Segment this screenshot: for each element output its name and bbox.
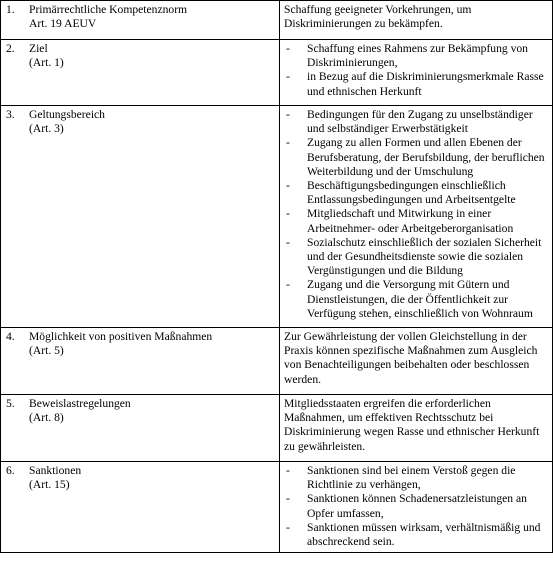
list-item-text: Beschäftigungsbedingungen einschließlich Entlassungsbedingungen und Arbeitsentgelte <box>307 179 516 207</box>
table-row <box>1 462 553 553</box>
row-label-cell <box>1 462 280 553</box>
row-label-cell <box>1 328 280 395</box>
bullet-list <box>284 464 548 549</box>
dash-bullet: - <box>286 136 290 150</box>
row-content-cell <box>280 1 553 40</box>
dash-bullet: - <box>286 179 290 193</box>
list-item-text: Sozialschutz einschließlich der sozialen Sicherheit und der Gesundheitsdienste sowie die sozialen Vergünstigungen und die Bildung <box>307 235 542 278</box>
bullet-list <box>284 108 548 321</box>
table-row <box>1 106 553 328</box>
list-item <box>284 236 548 279</box>
row-article-ref: Art. 19 AEUV <box>29 17 97 31</box>
list-item-text: Zugang zu allen Formen und allen Ebenen der Berufsberatung, der Berufsbildung, der beruflichen Weiterbildung und der Umschulung <box>307 136 545 178</box>
row-number: 6. <box>6 464 15 477</box>
row-content-cell <box>280 40 553 106</box>
table-row <box>1 395 553 462</box>
dash-bullet: - <box>286 464 290 477</box>
row-number: 5. <box>6 397 15 410</box>
row-content-cell <box>280 106 553 328</box>
row-title: Möglichkeit von positiven Maßnahmen <box>29 330 213 343</box>
list-item-text: in Bezug auf die Diskriminierungsmerkmale Rasse und ethnischen Herkunft <box>307 70 544 98</box>
dash-bullet: - <box>286 235 290 249</box>
list-item <box>284 464 548 492</box>
list-item-text: Mitgliedschaft und Mitwirkung in einer Arbeitnehmer- oder Arbeitgeberorganisation <box>307 207 514 235</box>
list-item <box>284 70 548 98</box>
list-item <box>284 136 548 179</box>
row-content-cell <box>280 395 553 462</box>
dash-bullet: - <box>286 207 290 221</box>
row-label-cell <box>1 40 280 106</box>
table-row <box>1 40 553 106</box>
dash-bullet: - <box>286 42 290 55</box>
list-item <box>284 492 548 520</box>
row-article-ref: (Art. 5) <box>29 344 64 358</box>
row-title: Ziel <box>29 42 48 55</box>
list-item-text: Sanktionen können Schadenersatzleistungen an Opfer umfassen, <box>307 492 527 520</box>
row-title: Beweislastregelungen <box>29 397 131 410</box>
row-label-cell <box>1 1 280 40</box>
list-item <box>284 42 548 70</box>
dash-bullet: - <box>286 278 290 292</box>
list-item <box>284 179 548 207</box>
row-content-text: Mitgliedsstaaten ergreifen die erforderlichen Maßnahmen, um effektiven Rechtsschutz bei Diskriminierung wegen Rasse und ethnischer Herkunft zu gewährleisten. <box>284 397 540 453</box>
table-row <box>1 328 553 395</box>
list-item-text: Sanktionen müssen wirksam, verhältnismäßig und abschreckend sein. <box>307 520 541 549</box>
row-content-text: Schaffung geeigneter Vorkehrungen, um Diskriminierungen zu bekämpfen. <box>284 3 472 31</box>
list-item <box>284 108 548 136</box>
row-title: Primärrechtliche Kompetenznorm <box>29 3 188 16</box>
row-content-text: Zur Gewährleistung der vollen Gleichstellung in der Praxis können spezifische Maßnahmen zum Ausgleich von Benachteiligungen beibehalten oder beschlossen werden. <box>284 330 538 386</box>
list-item-text: Bedingungen für den Zugang zu unselbständiger und selbständiger Erwerbstätigkeit <box>307 108 533 136</box>
row-label-cell <box>1 395 280 462</box>
row-article-ref: (Art. 8) <box>29 411 64 425</box>
row-title: Geltungsbereich <box>29 108 105 121</box>
table-row <box>1 1 553 40</box>
row-content-cell <box>280 462 553 553</box>
list-item <box>284 521 548 549</box>
row-article-ref: (Art. 15) <box>29 478 70 492</box>
list-item <box>284 278 548 321</box>
row-number: 3. <box>6 108 15 121</box>
list-item <box>284 207 548 235</box>
row-title: Sanktionen <box>29 464 82 477</box>
row-article-ref: (Art. 1) <box>29 56 64 70</box>
list-item-text: Zugang und die Versorgung mit Gütern und Dienstleistungen, die der Öffentlichkeit zur Verfügung stehen, einschließlich von Wohnraum <box>307 278 533 320</box>
row-article-ref: (Art. 3) <box>29 122 64 136</box>
row-number: 4. <box>6 330 15 343</box>
row-content-cell <box>280 328 553 395</box>
list-item-text: Sanktionen sind bei einem Verstoß gegen die Richtlinie zu verhängen, <box>307 464 516 492</box>
dash-bullet: - <box>286 492 290 506</box>
row-number: 2. <box>6 42 15 55</box>
bullet-list <box>284 42 548 99</box>
dash-bullet: - <box>286 70 290 84</box>
dash-bullet: - <box>286 108 290 121</box>
list-item-text: Schaffung eines Rahmens zur Bekämpfung von Diskriminierungen, <box>307 42 528 70</box>
dash-bullet: - <box>286 520 290 534</box>
row-number: 1. <box>6 3 15 16</box>
row-label-cell <box>1 106 280 328</box>
